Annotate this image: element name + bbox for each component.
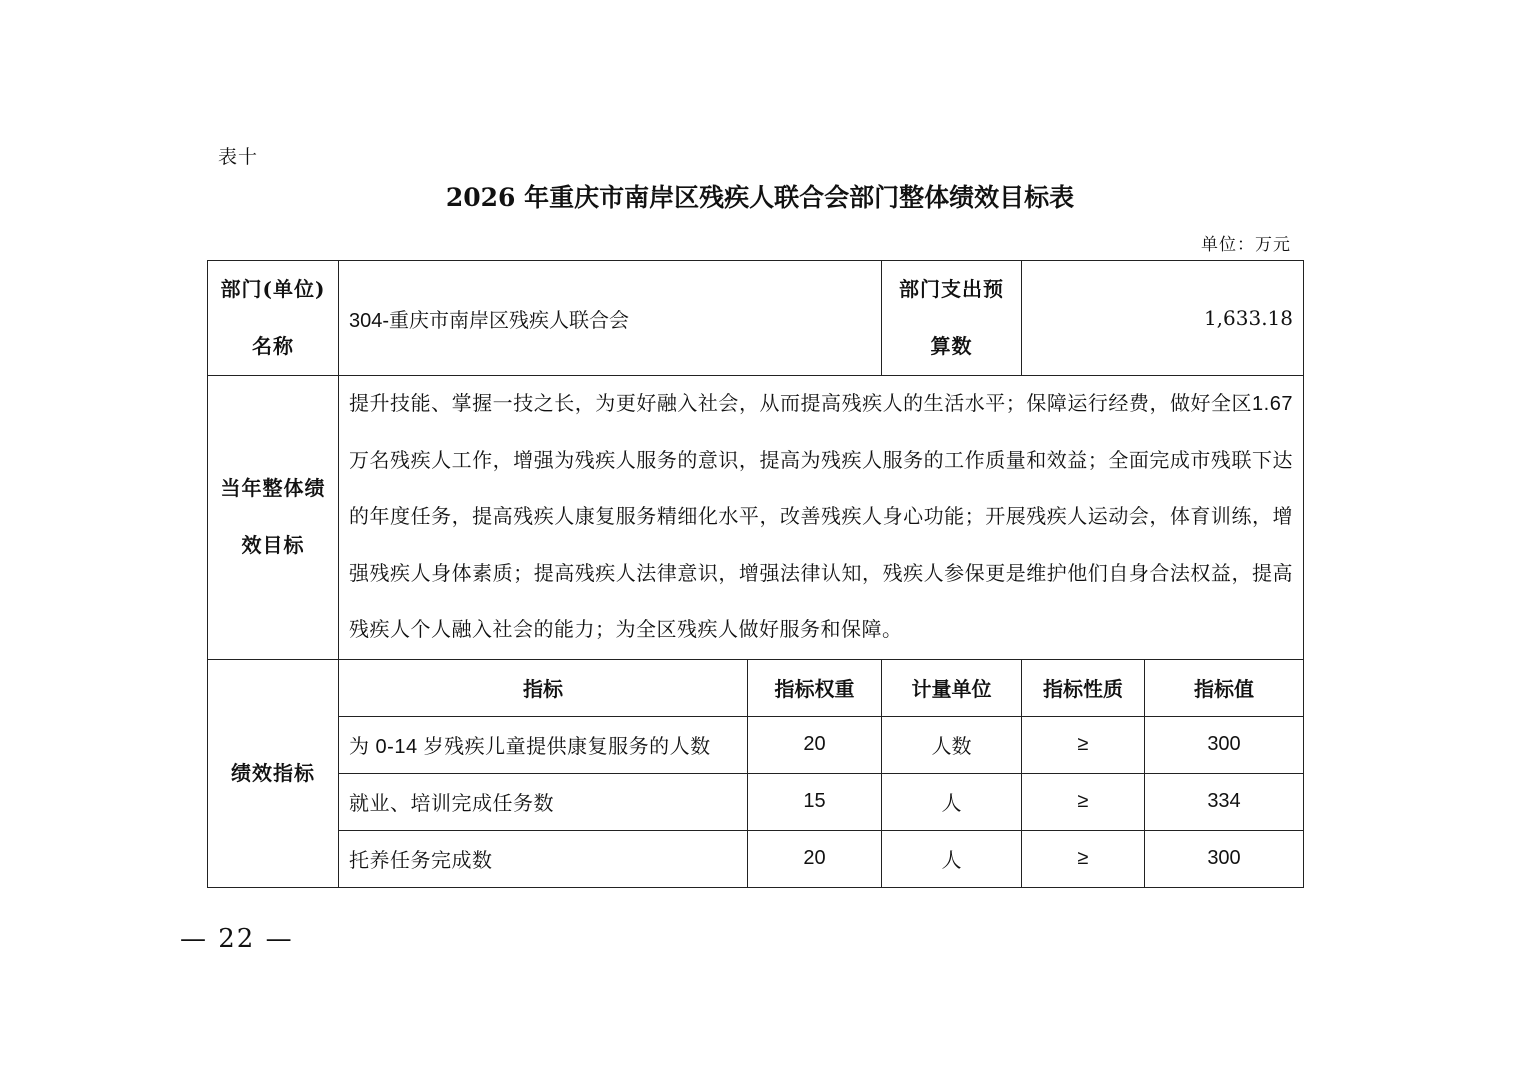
budget-label-line2: 算数 <box>930 334 973 358</box>
dept-label-line2: 名称 <box>252 334 294 358</box>
indicator-value: 300 <box>1145 830 1304 887</box>
indicator-value: 300 <box>1145 716 1304 773</box>
budget-label-cell <box>882 261 1022 376</box>
dept-row <box>208 261 1304 376</box>
page-title: 2026 年重庆市南岸区残疾人联合会部门整体绩效目标表 <box>445 183 1075 212</box>
col-header-name: 指标 <box>339 659 748 716</box>
indicator-weight: 20 <box>748 830 882 887</box>
page-number: — 22 — <box>180 924 294 954</box>
indicator-value: 334 <box>1145 773 1304 830</box>
indicator-unit: 人 <box>882 773 1022 830</box>
indicator-weight: 15 <box>748 773 882 830</box>
col-header-value: 指标值 <box>1145 659 1304 716</box>
goal-row <box>208 376 1304 660</box>
performance-table <box>207 260 1304 888</box>
indicator-unit: 人 <box>882 830 1022 887</box>
unit-label: 单位：万元 <box>1201 235 1291 255</box>
goal-label-line2: 效目标 <box>241 533 305 558</box>
dept-label-cell <box>208 261 339 376</box>
goal-label-cell <box>208 376 339 660</box>
table-label: 表十 <box>218 146 259 168</box>
indicator-header-row <box>208 659 1304 716</box>
indicator-nature: ≥ <box>1022 773 1145 830</box>
indicator-weight: 20 <box>748 716 882 773</box>
col-header-nature: 指标性质 <box>1022 659 1145 716</box>
goal-label-line1: 当年整体绩 <box>220 476 326 501</box>
indicator-unit: 人数 <box>882 716 1022 773</box>
budget-label-line1: 部门支出预 <box>899 277 1004 301</box>
table-row <box>208 830 1304 887</box>
indicator-nature: ≥ <box>1022 716 1145 773</box>
col-header-unit: 计量单位 <box>882 659 1022 716</box>
budget-value-cell: 1,633.18 <box>1022 261 1304 376</box>
indicator-section-label: 绩效指标 <box>208 659 339 887</box>
goal-text-cell: 提升技能、掌握一技之长，为更好融入社会，从而提高残疾人的生活水平；保障运行经费，做好全区1.67 万名残疾人工作，增强为残疾人服务的意识，提高为残疾人服务的工作质量和效益；全面完成市残联下达的年度任务，提高残疾人康复服务精细化水平，改善残疾人身心功能；开展残疾人运动会，体育训练，增强残疾人身体素质；提高残疾人法律意识，增强法律认知，残疾人参保更是维护他们自身合法权益，提高残疾人个人融入社会的能力；为全区残疾人做好服务和保障。 <box>339 376 1304 660</box>
dept-name-cell: 304-重庆市南岸区残疾人联合会 <box>339 261 882 376</box>
table-row <box>208 716 1304 773</box>
col-header-weight: 指标权重 <box>748 659 882 716</box>
table-row <box>208 773 1304 830</box>
indicator-nature: ≥ <box>1022 830 1145 887</box>
indicator-name: 就业、培训完成任务数 <box>339 773 748 830</box>
dept-label-line1: 部门(单位) <box>220 277 326 301</box>
indicator-name: 为 0-14 岁残疾儿童提供康复服务的人数 <box>339 716 748 773</box>
indicator-name: 托养任务完成数 <box>339 830 748 887</box>
